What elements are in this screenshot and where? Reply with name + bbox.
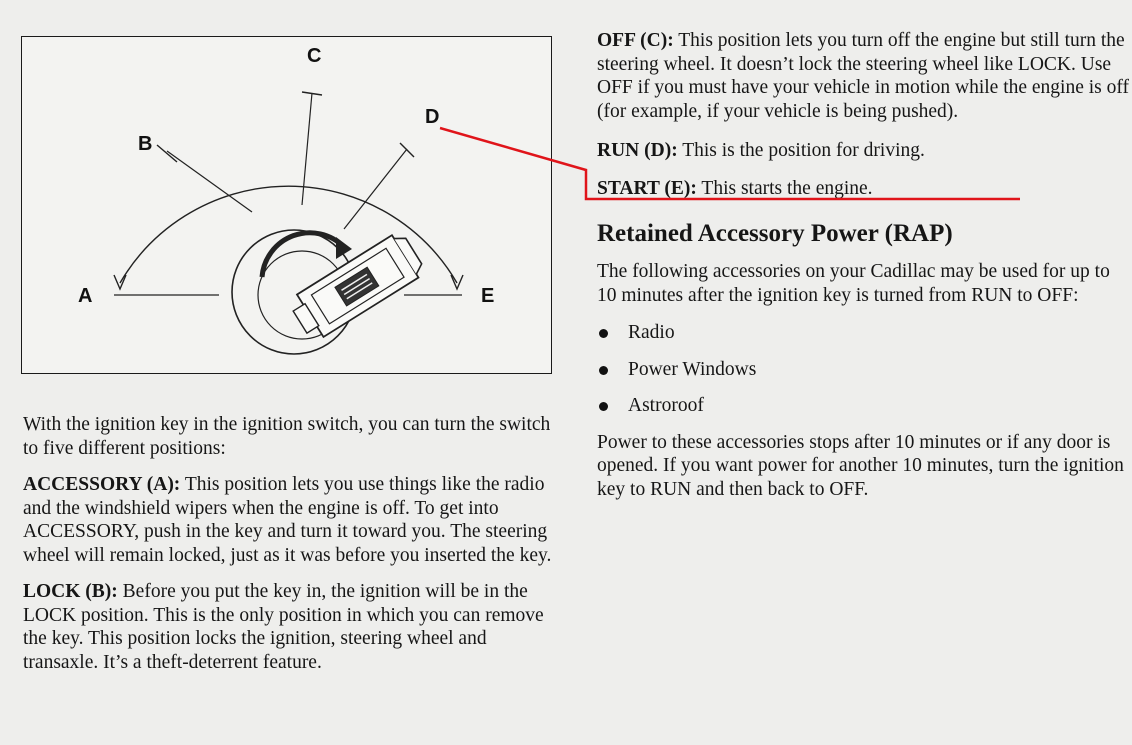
tick-b [157,145,177,162]
left-text-column [23,413,553,687]
label-position-c: C [307,45,322,67]
start-paragraph [597,177,1132,201]
run-text: This is the position for driving. [677,140,925,161]
rap-intro-paragraph: The following accessories on your Cadillac may be used for up to 10 minutes after the ignition key is turned from RUN to OFF: [597,261,1110,306]
off-text: This position lets you turn off the engine but still turn the steering wheel. It doesn’t lock the steering wheel like LOCK. Use OFF if you must have your vehicle in motion while the engine is off (for example, if your vehicle is being pushed). [597,30,1130,122]
ignition-diagram [21,36,552,374]
right-text-column [597,29,1132,514]
rap-outro-paragraph: Power to these accessories stops after 10 minutes or if any door is opened. If you want power for another 10 minutes, turn the ignition key to RUN and then back to OFF. [597,431,1124,500]
label-position-e: E [481,285,495,307]
list-item: Radio [597,321,1132,345]
run-term: RUN (D): [597,140,678,161]
lock-term: LOCK (B): [23,581,118,602]
label-position-a: A [78,285,93,307]
list-item: Power Windows [597,358,1132,382]
off-paragraph [597,29,1132,123]
bullet-icon [599,366,608,375]
line-c [302,93,312,205]
list-item: Astroroof [597,394,1132,418]
off-term: OFF (C): [597,30,674,51]
label-position-d: D [425,106,440,128]
lock-text: Before you put the key in, the ignition will be in the LOCK position. This is the only position in which you can remove the key. This position locks the ignition, steering wheel and transaxle. It’s a theft-deterrent feature. [23,581,544,673]
ignition-diagram-drawing [22,37,553,375]
line-d [344,149,407,229]
lock-paragraph [23,580,553,674]
intro-paragraph: With the ignition key in the ignition switch, you can turn the switch to five different positions: [23,414,551,459]
bullet-icon [599,402,608,411]
rap-accessory-list [597,321,1132,418]
run-paragraph [597,139,1132,163]
bullet-icon [599,329,608,338]
accessory-text: This position lets you use things like the radio and the windshield wipers when the engine is off. To get into ACCESSORY, push in the key and turn it toward you. The steering wheel will remain locked, just as it was before you inserted the key. [23,474,552,566]
start-term: START (E): [597,177,697,199]
start-text: This starts the engine. [696,177,873,199]
accessory-term: ACCESSORY (A): [23,474,181,495]
accessory-paragraph [23,473,553,567]
label-position-b: B [138,133,153,155]
rap-heading: Retained Accessory Power (RAP) [597,220,953,247]
